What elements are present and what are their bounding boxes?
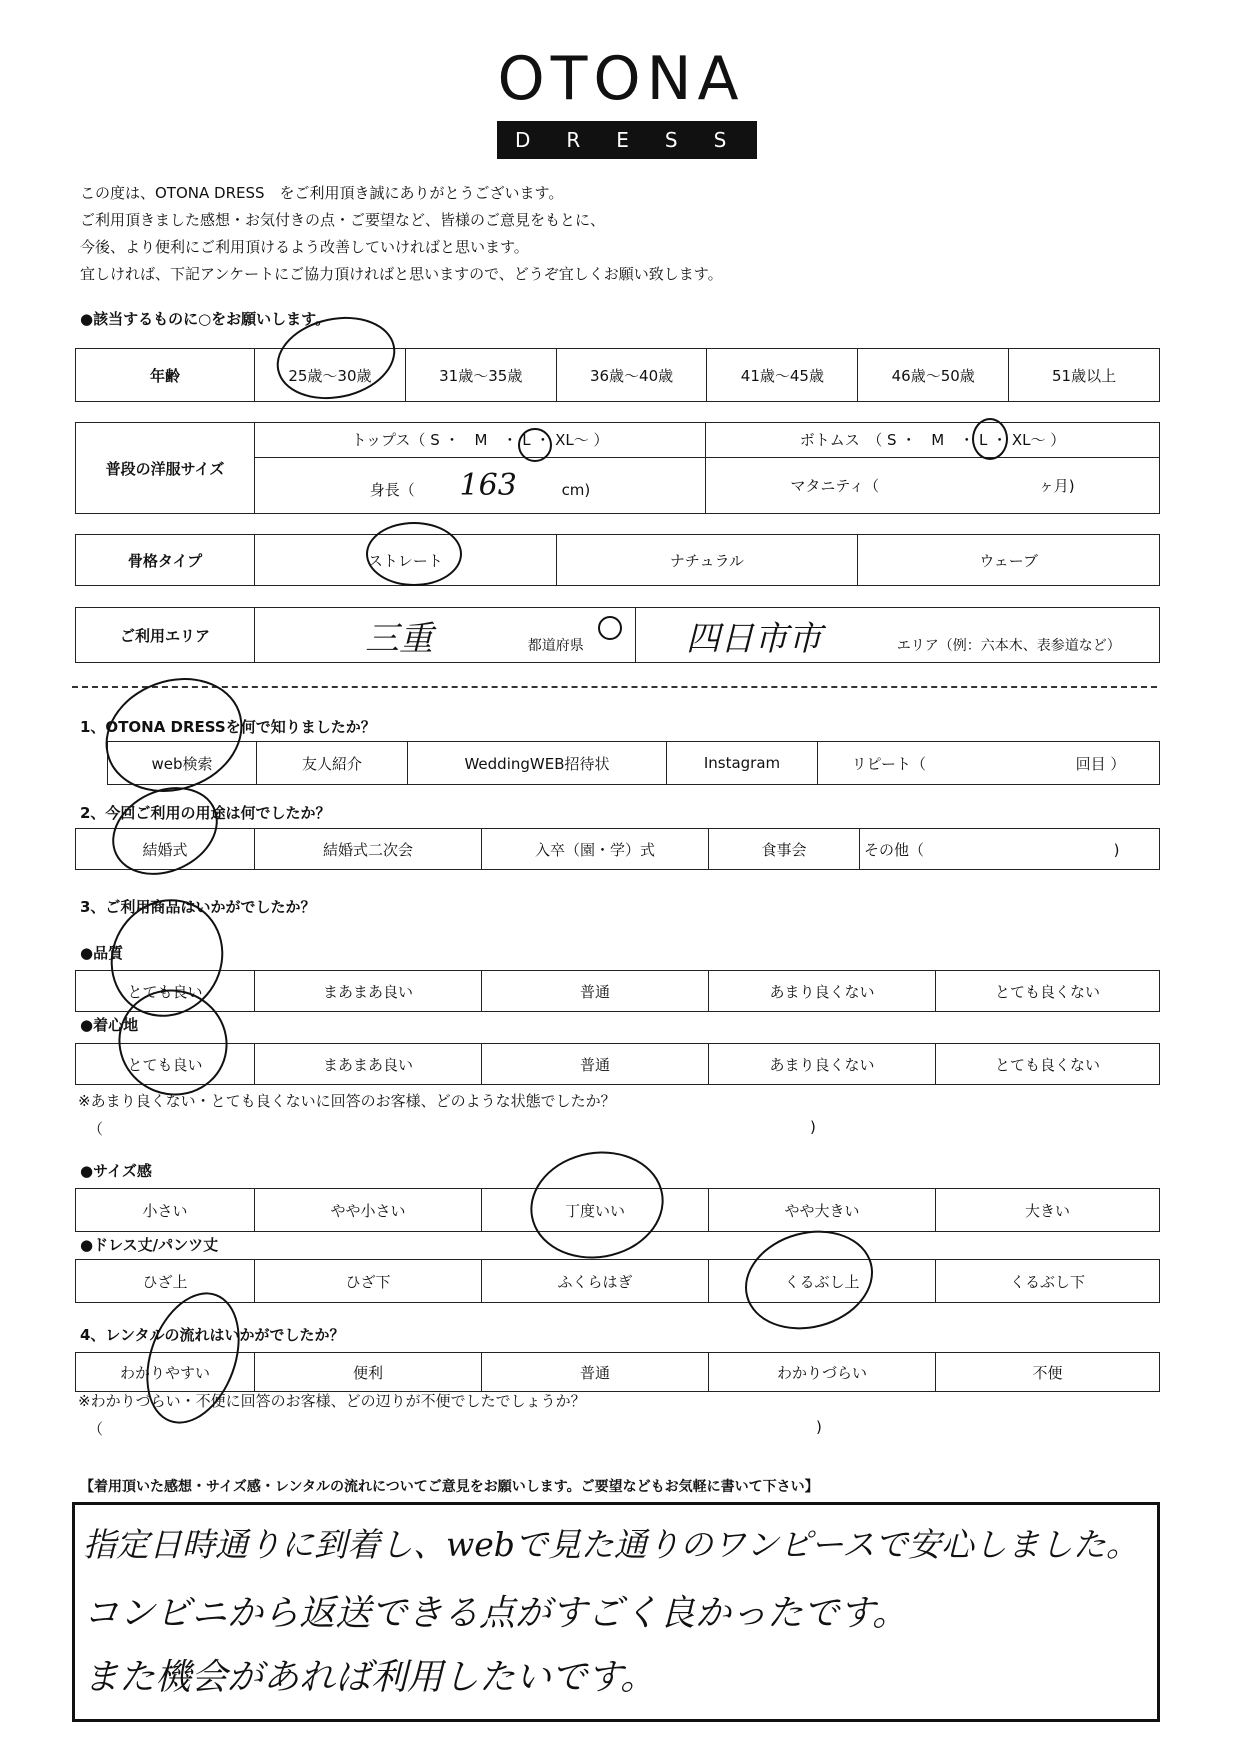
q1-option[interactable]: web検索: [108, 742, 257, 785]
q4-option[interactable]: 便利: [255, 1353, 482, 1392]
brand-logo-subtitle: DRESS: [497, 121, 757, 159]
q4-table: [75, 1352, 1160, 1392]
age-table: [75, 348, 1160, 402]
q1-table: [107, 741, 1160, 785]
q2-title: 2、今回ご利用の用途は何でしたか？: [80, 804, 331, 822]
comment-line: コンビニから返送できる点がすごく良かったです。: [83, 1593, 909, 1634]
comfort-option[interactable]: あまり良くない: [709, 1044, 936, 1085]
age-option[interactable]: 25歳～30歳: [255, 349, 406, 402]
area-hint: エリア（例：六本木、表参道など）: [896, 637, 1121, 654]
selection-circle-mark: [518, 428, 552, 462]
q3-title: 3、ご利用商品はいかがでしたか？: [80, 898, 316, 916]
size-feel-option[interactable]: 大きい: [936, 1189, 1160, 1232]
quality-option[interactable]: とても良くない: [936, 971, 1160, 1012]
length-option[interactable]: ふくらはぎ: [482, 1260, 709, 1303]
size-feel-label: ●サイズ感: [80, 1162, 152, 1180]
comfort-option[interactable]: とても良くない: [936, 1044, 1160, 1085]
comfort-table: [75, 1043, 1160, 1085]
maternity-unit: ヶ月): [1038, 476, 1075, 495]
tops-size-options[interactable]: トップス（ S ・ M ・ L ・ XL～ ）: [255, 423, 706, 458]
comment-line: また機会があれば利用したいです。: [83, 1657, 657, 1698]
prefecture-suffix: 都道府県: [527, 637, 584, 654]
q1-repeat-label: リピート（: [851, 754, 927, 773]
q2-other-label: その他（: [864, 840, 925, 859]
q1-title: 1、OTONA DRESSを何で知りましたか？: [80, 718, 376, 736]
length-label: ●ドレス丈/パンツ丈: [80, 1236, 219, 1254]
instruction-text: ●該当するものに○をお願いします。: [80, 310, 330, 328]
q4-option[interactable]: 不便: [936, 1353, 1160, 1392]
selection-circle-mark: [734, 1217, 884, 1343]
q1-option[interactable]: 友人紹介: [257, 742, 408, 785]
body-type-option[interactable]: ウェーブ: [858, 535, 1160, 586]
age-label: 年齢: [76, 349, 255, 402]
body-type-option[interactable]: ナチュラル: [556, 535, 858, 586]
length-option[interactable]: ひざ下: [255, 1260, 482, 1303]
height-unit: cm): [561, 480, 591, 499]
intro-line: ご利用頂きました感想・お気付きの点・ご要望など、皆様のご意見をもとに、: [80, 211, 606, 229]
size-feel-option[interactable]: 小さい: [76, 1189, 255, 1232]
intro-text: [80, 180, 723, 288]
q4-title: 4、レンタルの流れはいかがでしたか？: [80, 1326, 345, 1344]
q1-repeat-suffix: 回目 ）: [1075, 754, 1126, 773]
area-label: ご利用エリア: [76, 608, 255, 663]
length-option[interactable]: くるぶし上: [709, 1260, 936, 1303]
selection-circle-mark: [972, 418, 1008, 460]
comment-box[interactable]: [72, 1502, 1160, 1722]
age-option[interactable]: 51歳以上: [1009, 349, 1160, 402]
size-feel-option[interactable]: 丁度いい: [482, 1189, 709, 1232]
selection-circle-mark: [598, 616, 622, 640]
quality-option[interactable]: あまり良くない: [709, 971, 936, 1012]
dissatisfaction-note: ※あまり良くない・とても良くないに回答のお客様、どのような状態でしたか？: [78, 1092, 616, 1110]
age-option[interactable]: 41歳～45歳: [707, 349, 858, 402]
q1-option[interactable]: WeddingWEB招待状: [408, 742, 667, 785]
prefecture-value: 三重: [365, 618, 433, 659]
comfort-option[interactable]: とても良い: [76, 1044, 255, 1085]
intro-line: 宜しければ、下記アンケートにご協力頂ければと思いますので、どうぞ宜しくお願い致します。: [80, 265, 723, 283]
intro-line: この度は、OTONA DRESS をご利用頂き誠にありがとうございます。: [80, 184, 564, 202]
size-label: 普段の洋服サイズ: [76, 423, 255, 514]
selection-circle-mark: [522, 1141, 672, 1269]
inconvenience-note: ※わかりづらい・不便に回答のお客様、どの辺りが不便でしたでしょうか？: [78, 1392, 586, 1410]
selection-circle-mark: [366, 522, 462, 586]
q4-option[interactable]: わかりやすい: [76, 1353, 255, 1392]
note-paren-close: ): [816, 1418, 822, 1436]
q2-other-option[interactable]: [860, 829, 1160, 870]
comment-line: 指定日時通りに到着し、webで見た通りのワンピースで安心しました。: [83, 1525, 1139, 1564]
selection-circle-mark: [98, 771, 232, 892]
quality-label: ●品質: [80, 944, 124, 962]
section-divider: [72, 686, 1157, 688]
age-option[interactable]: 31歳～35歳: [405, 349, 556, 402]
q2-table: [75, 828, 1160, 870]
quality-table: [75, 970, 1160, 1012]
quality-option[interactable]: まあまあ良い: [255, 971, 482, 1012]
comfort-option[interactable]: まあまあ良い: [255, 1044, 482, 1085]
intro-line: 今後、より便利にご利用頂けるよう改善していければと思います。: [80, 238, 529, 256]
body-type-label: 骨格タイプ: [76, 535, 255, 586]
quality-option[interactable]: とても良い: [76, 971, 255, 1012]
area-field[interactable]: [636, 608, 1160, 663]
q2-option[interactable]: 結婚式: [76, 829, 255, 870]
comment-heading: 【着用頂いた感想・サイズ感・レンタルの流れについてご意見をお願いします。ご要望などもお気軽に書いて下さい】: [80, 1479, 819, 1495]
bottoms-size-options[interactable]: ボトムス （ S ・ M ・ L ・ XL～ ）: [706, 423, 1160, 458]
comfort-label: ●着心地: [80, 1016, 139, 1034]
area-value: 四日市市: [686, 618, 822, 659]
comfort-option[interactable]: 普通: [482, 1044, 709, 1085]
height-label: 身長（: [369, 480, 415, 499]
prefecture-field[interactable]: [255, 608, 636, 663]
q2-option[interactable]: 入卒（園・学）式: [482, 829, 709, 870]
height-field[interactable]: [255, 457, 706, 513]
quality-option[interactable]: 普通: [482, 971, 709, 1012]
length-option[interactable]: くるぶし下: [936, 1260, 1160, 1303]
note-paren-open: （: [88, 1120, 104, 1138]
maternity-label: マタニティ（: [790, 476, 880, 495]
note-paren-open: （: [88, 1420, 104, 1438]
q4-option[interactable]: わかりづらい: [709, 1353, 936, 1392]
size-feel-option[interactable]: やや大きい: [709, 1189, 936, 1232]
q2-other-suffix: ): [1113, 840, 1120, 859]
age-option[interactable]: 36歳～40歳: [556, 349, 707, 402]
body-type-option[interactable]: ストレート: [255, 535, 557, 586]
height-value: 163: [459, 467, 517, 503]
maternity-field[interactable]: [706, 457, 1160, 513]
q4-option[interactable]: 普通: [482, 1353, 709, 1392]
brand-logo-wordmark: OTONA: [497, 44, 745, 114]
q1-option[interactable]: Instagram: [667, 742, 818, 785]
size-feel-option[interactable]: やや小さい: [255, 1189, 482, 1232]
q2-option[interactable]: 食事会: [709, 829, 860, 870]
length-table: [75, 1259, 1160, 1303]
note-paren-close: ): [810, 1118, 816, 1136]
age-option[interactable]: 46歳～50歳: [858, 349, 1009, 402]
q1-repeat-option[interactable]: [818, 742, 1160, 785]
length-option[interactable]: ひざ上: [76, 1260, 255, 1303]
q2-option[interactable]: 結婚式二次会: [255, 829, 482, 870]
body-type-table: [75, 534, 1160, 586]
